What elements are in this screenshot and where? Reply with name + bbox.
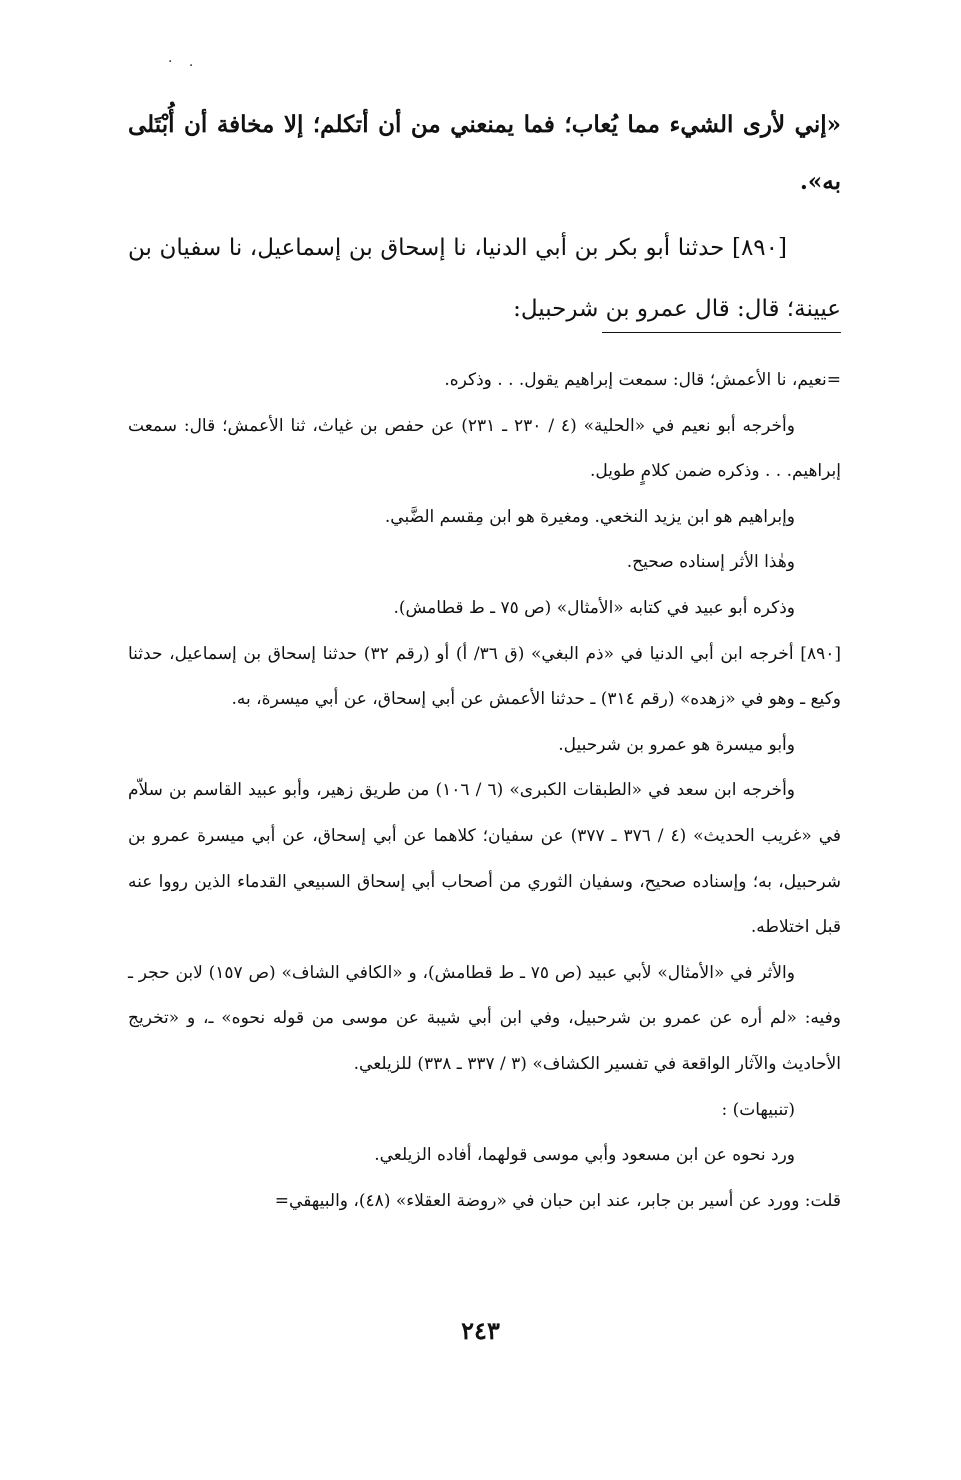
footnote-paragraph: =نعيم، نا الأعمش؛ قال: سمعت إبراهيم يقول. . . وذكره. — [444, 370, 841, 390]
quoted-saying — [128, 96, 841, 210]
footnote-paragraph: ورد نحوه عن ابن مسعود وأبي موسى قولهما، أفاده الزيلعي. — [374, 1145, 795, 1166]
scan-speck: · . — [168, 54, 200, 70]
page-number: ٢٤٣ — [461, 1316, 500, 1345]
footnote-paragraph: وهٰذا الأثر إسناده صحيح. — [626, 552, 795, 573]
footnote-paragraph: (تنبيهات) : — [721, 1099, 795, 1120]
footnote-paragraph: [٨٩٠] أخرجه ابن أبي الدنيا في «ذم البغي» (ق ٣٦/ أ) أو (رقم ٣٢) حدثنا إسحاق بن إسماعيل، حدثنا وكيع ـ وهو في «زهده» (رقم ٣١٤) ـ حدثنا الأعمش عن أبي إسحاق، عن أبي ميسرة، به. — [128, 643, 841, 710]
footnote-paragraph: وأبو ميسرة هو عمرو بن شرحبيل. — [558, 734, 795, 755]
footnote-paragraph: وأخرجه ابن سعد في «الطبقات الكبرى» (٦ / ١٠٦) من طريق زهير، وأبو عبيد القاسم بن سلاّم في «غريب الحديث» (٤ / ٣٧٦ ـ ٣٧٧) عن سفيان؛ كلاهما عن أبي إسحاق، عن أبي ميسرة عمرو بن شرحبيل، به؛ وإسناده صحيح، وسفيان الثوري من أصحاب أبي إسحاق السبيعي القدماء الذين رووا عنه قبل اختلاطه. — [128, 780, 841, 938]
hadith-entry — [128, 218, 841, 340]
footnote-paragraph: وذكره أبو عبيد في كتابه «الأمثال» (ص ٧٥ ـ ط قطامش). — [393, 597, 795, 618]
footnotes — [128, 358, 841, 1224]
quote-text: «إني لأرى الشيء مما يُعاب؛ فما يمنعني من أن أتكلم؛ إلا مخافة أن أُبْتَلى به». — [128, 111, 841, 195]
footnote-paragraph: وأخرجه أبو نعيم في «الحلية» (٤ / ٢٣٠ ـ ٢٣١) عن حفص بن غياث، ثنا الأعمش؛ قال: سمعت إبراهيم. . . وذكره ضمن كلامٍ طويل. — [128, 415, 841, 482]
footnote-separator — [602, 332, 841, 333]
footnote-paragraph: قلت: وورد عن أسير بن جابر، عند ابن حبان في «روضة العقلاء» (٤٨)، والبيهقي= — [274, 1190, 841, 1211]
footnote-paragraph: وإبراهيم هو ابن يزيد النخعي. ومغيرة هو ابن مِقسم الضَّبي. — [384, 506, 795, 527]
footnote-paragraph: والأثر في «الأمثال» لأبي عبيد (ص ٧٥ ـ ط قطامش)، و «الكافي الشاف» (ص ١٥٧) لابن حجر ـ وفيه: «لم أره عن عمرو بن شرحبيل، وفي ابن أبي شيبة عن موسى من قوله نحوه» ـ، و «تخريج الأحاديث والآثار الواقعة في تفسير الكشاف» (٣ / ٣٣٧ ـ ٣٣٨) للزيلعي. — [128, 962, 841, 1074]
hadith-text: [٨٩٠] حدثنا أبو بكر بن أبي الدنيا، نا إسحاق بن إسماعيل، نا سفيان بن عيينة؛ قال: قال عمرو بن شرحبيل: — [128, 235, 841, 322]
